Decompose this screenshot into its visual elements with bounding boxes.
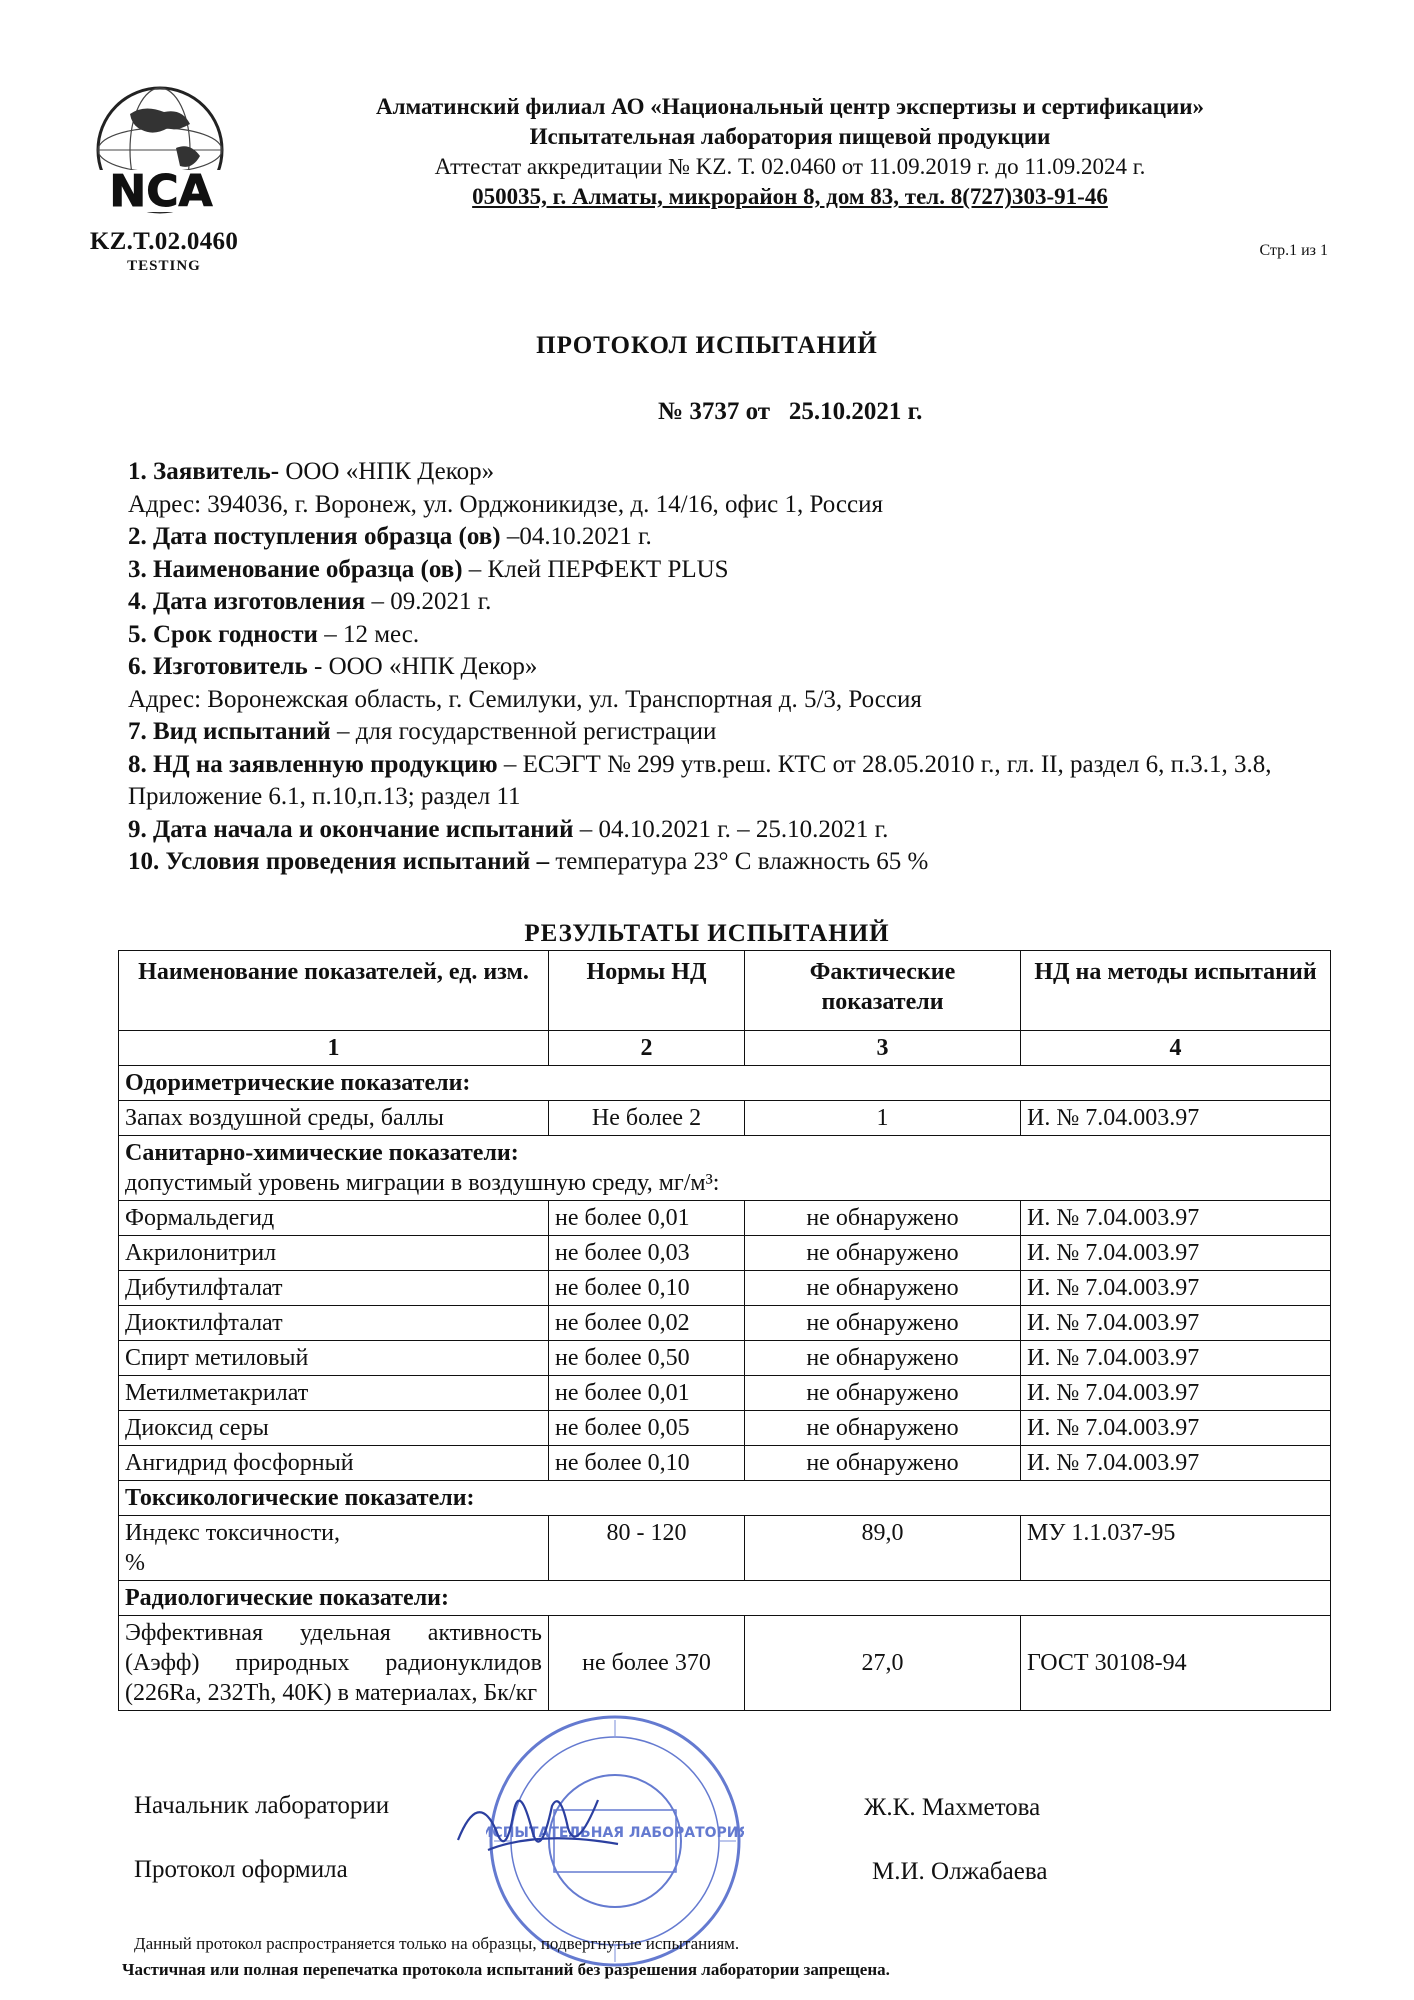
accreditation-type: TESTING [127,258,201,274]
table-row [119,1201,1331,1236]
svg-text:NCA: NCA [109,166,213,217]
table-row [119,1411,1331,1446]
indicator-actual: не обнаружено [745,1376,1021,1411]
table-row [119,1516,1331,1581]
indicator-norm: не более 0,02 [549,1306,745,1341]
indicator-actual: 27,0 [745,1616,1021,1711]
field-applicant: 1. Заявитель- ООО «НПК Декор» [128,458,495,485]
table-row [119,1271,1331,1306]
field-manufacturer-address: Адрес: Воронежская область, г. Семилуки, ул. Транспортная д. 5/3, Россия [128,685,922,713]
field-manufacturer: 6. Изготовитель - ООО «НПК Декор» [128,653,538,680]
indicator-norm: не более 0,10 [549,1271,745,1306]
indicator-name: Запах воздушной среды, баллы [119,1101,549,1136]
field-manufacture-date: 4. Дата изготовления – 09.2021 г. [128,588,492,615]
column-header: Фактические показатели [745,951,1021,1031]
table-row [119,1616,1331,1711]
column-number: 3 [745,1031,1021,1066]
organization-header [300,92,1280,212]
lab-name: Испытательная лаборатория пищевой продукции [529,124,1051,149]
accreditation-code: KZ.T.02.0460 [89,228,239,255]
indicator-name: Формальдегид [119,1201,549,1236]
group-row [119,1136,1331,1201]
indicator-actual: 1 [745,1101,1021,1136]
indicator-name: Диоксид серы [119,1411,549,1446]
handwritten-signature [448,1770,628,1880]
indicator-norm: не более 0,50 [549,1341,745,1376]
indicator-method: МУ 1.1.037-95 [1021,1516,1331,1581]
footer-note: Данный протокол распространяется только на образцы, подвергнутые испытаниям. [134,1934,740,1953]
protocol-title: ПРОТОКОЛ ИСПЫТАНИЙ [536,332,878,359]
table-row [119,1306,1331,1341]
indicator-actual: не обнаружено [745,1271,1021,1306]
indicator-norm: не более 0,01 [549,1201,745,1236]
field-applicant-address: Адрес: 394036, г. Воронеж, ул. Орджоникидзе, д. 14/16, офис 1, Россия [128,490,883,518]
indicator-name: Спирт метиловый [119,1341,549,1376]
page-number: Стр.1 из 1 [1259,242,1328,259]
group-row [119,1066,1331,1101]
indicator-name: Метилметакрилат [119,1376,549,1411]
field-shelf-life: 5. Срок годности – 12 мес. [128,620,420,648]
indicator-name [119,1516,549,1581]
indicator-method: И. № 7.04.003.97 [1021,1341,1331,1376]
indicator-actual: не обнаружено [745,1306,1021,1341]
field-test-dates: 9. Дата начала и окончание испытаний – 04.10.2021 г. – 25.10.2021 г. [128,815,889,843]
indicator-norm: Не более 2 [549,1101,745,1136]
column-number-row [119,1031,1331,1066]
indicator-name: Ангидрид фосфорный [119,1446,549,1481]
indicator-name: Акрилонитрил [119,1236,549,1271]
indicator-method: И. № 7.04.003.97 [1021,1201,1331,1236]
svg-text:ИСПЫТАТЕЛЬНАЯ ЛАБОРАТОРИЯ: ИСПЫТАТЕЛЬНАЯ ЛАБОРАТОРИЯ [486,1825,744,1841]
indicator-actual: не обнаружено [745,1446,1021,1481]
org-name: Алматинский филиал АО «Национальный центр экспертизы и сертификации» [375,94,1205,119]
column-number: 2 [549,1031,745,1066]
footer-warning: Частичная или полная перепечатка протокола испытаний без разрешения лаборатории запрещена. [122,1960,890,1979]
indicator-norm: не более 0,05 [549,1411,745,1446]
field-test-conditions: 10. Условия проведения испытаний – температура 23° С влажность 65 % [128,848,929,875]
accreditation-certificate: Аттестат аккредитации № KZ. Т. 02.0460 от 11.09.2019 г. до 11.09.2024 г. [434,154,1146,179]
group-title: Радиологические показатели: [119,1581,1331,1616]
indicator-actual: не обнаружено [745,1236,1021,1271]
org-address: 050035, г. Алматы, микрорайон 8, дом 83, тел. 8(727)303-91-46 [472,184,1108,209]
column-header: НД на методы испытаний [1021,951,1331,1031]
indicator-norm: не более 0,03 [549,1236,745,1271]
indicator-name: Эффективная удельная активность (Аэфф) природных радионуклидов (226Ra, 232Th, 40K) в материалах, Бк/кг [119,1616,549,1711]
indicator-norm: не более 370 [549,1616,745,1711]
indicator-method: И. № 7.04.003.97 [1021,1306,1331,1341]
protocol-number: № 3737 от 25.10.2021 г. [658,398,923,425]
indicator-method: И. № 7.04.003.97 [1021,1446,1331,1481]
table-row [119,1236,1331,1271]
nca-logo [72,78,250,238]
indicator-method: И. № 7.04.003.97 [1021,1271,1331,1306]
column-header: Наименование показателей, ед. изм. [119,951,549,1031]
column-number: 4 [1021,1031,1331,1066]
field-test-type: 7. Вид испытаний – для государственной регистрации [128,718,717,745]
group-title: Санитарно-химические показатели: [125,1140,519,1166]
field-normative-doc: 8. НД на заявленную продукцию – ЕСЭГТ № 299 утв.реш. КТС от 28.05.2010 г., гл. II, раздел 6, п.3.1, 3.8, Приложение 6.1, п.10,п.13; раздел 11 [128,750,1272,810]
column-header: Нормы НД [549,951,745,1031]
table-row [119,1446,1331,1481]
column-number: 1 [119,1031,549,1066]
group-title: Одориметрические показатели: [119,1066,1331,1101]
indicator-method: И. № 7.04.003.97 [1021,1101,1331,1136]
indicator-actual: не обнаружено [745,1341,1021,1376]
indicator-method: И. № 7.04.003.97 [1021,1376,1331,1411]
table-row [119,1101,1331,1136]
table-header-row [119,951,1331,1031]
results-table [118,950,1331,1711]
prepared-by-label: Протокол оформила [134,1856,348,1883]
group-row [119,1481,1331,1516]
indicator-name: Диоктилфталат [119,1306,549,1341]
table-row [119,1376,1331,1411]
group-row [119,1581,1331,1616]
field-sample-name: 3. Наименование образца (ов) – Клей ПЕРФЕКТ PLUS [128,555,729,583]
results-title: РЕЗУЛЬТАТЫ ИСПЫТАНИЙ [524,920,890,947]
group-title: Токсикологические показатели: [119,1481,1331,1516]
indicator-method: И. № 7.04.003.97 [1021,1236,1331,1271]
head-of-lab-name: Ж.К. Махметова [864,1794,1041,1821]
indicator-norm: не более 0,10 [549,1446,745,1481]
table-row [119,1341,1331,1376]
indicator-name-line: % [125,1550,145,1576]
indicator-actual: 89,0 [745,1516,1021,1581]
head-of-lab-label: Начальник лаборатории [134,1792,390,1819]
protocol-fields [128,456,1348,879]
indicator-norm: не более 0,01 [549,1376,745,1411]
field-receipt-date: 2. Дата поступления образца (ов) –04.10.2021 г. [128,523,652,550]
group-subtitle: допустимый уровень миграции в воздушную среду, мг/м³: [125,1170,720,1196]
indicator-actual: не обнаружено [745,1411,1021,1446]
prepared-by-name: М.И. Олжабаева [872,1858,1048,1885]
indicator-name: Дибутилфталат [119,1271,549,1306]
indicator-norm: 80 - 120 [549,1516,745,1581]
indicator-method: И. № 7.04.003.97 [1021,1411,1331,1446]
indicator-name-line: Индекс токсичности, [125,1520,340,1546]
indicator-actual: не обнаружено [745,1201,1021,1236]
indicator-method: ГОСТ 30108-94 [1021,1616,1331,1711]
